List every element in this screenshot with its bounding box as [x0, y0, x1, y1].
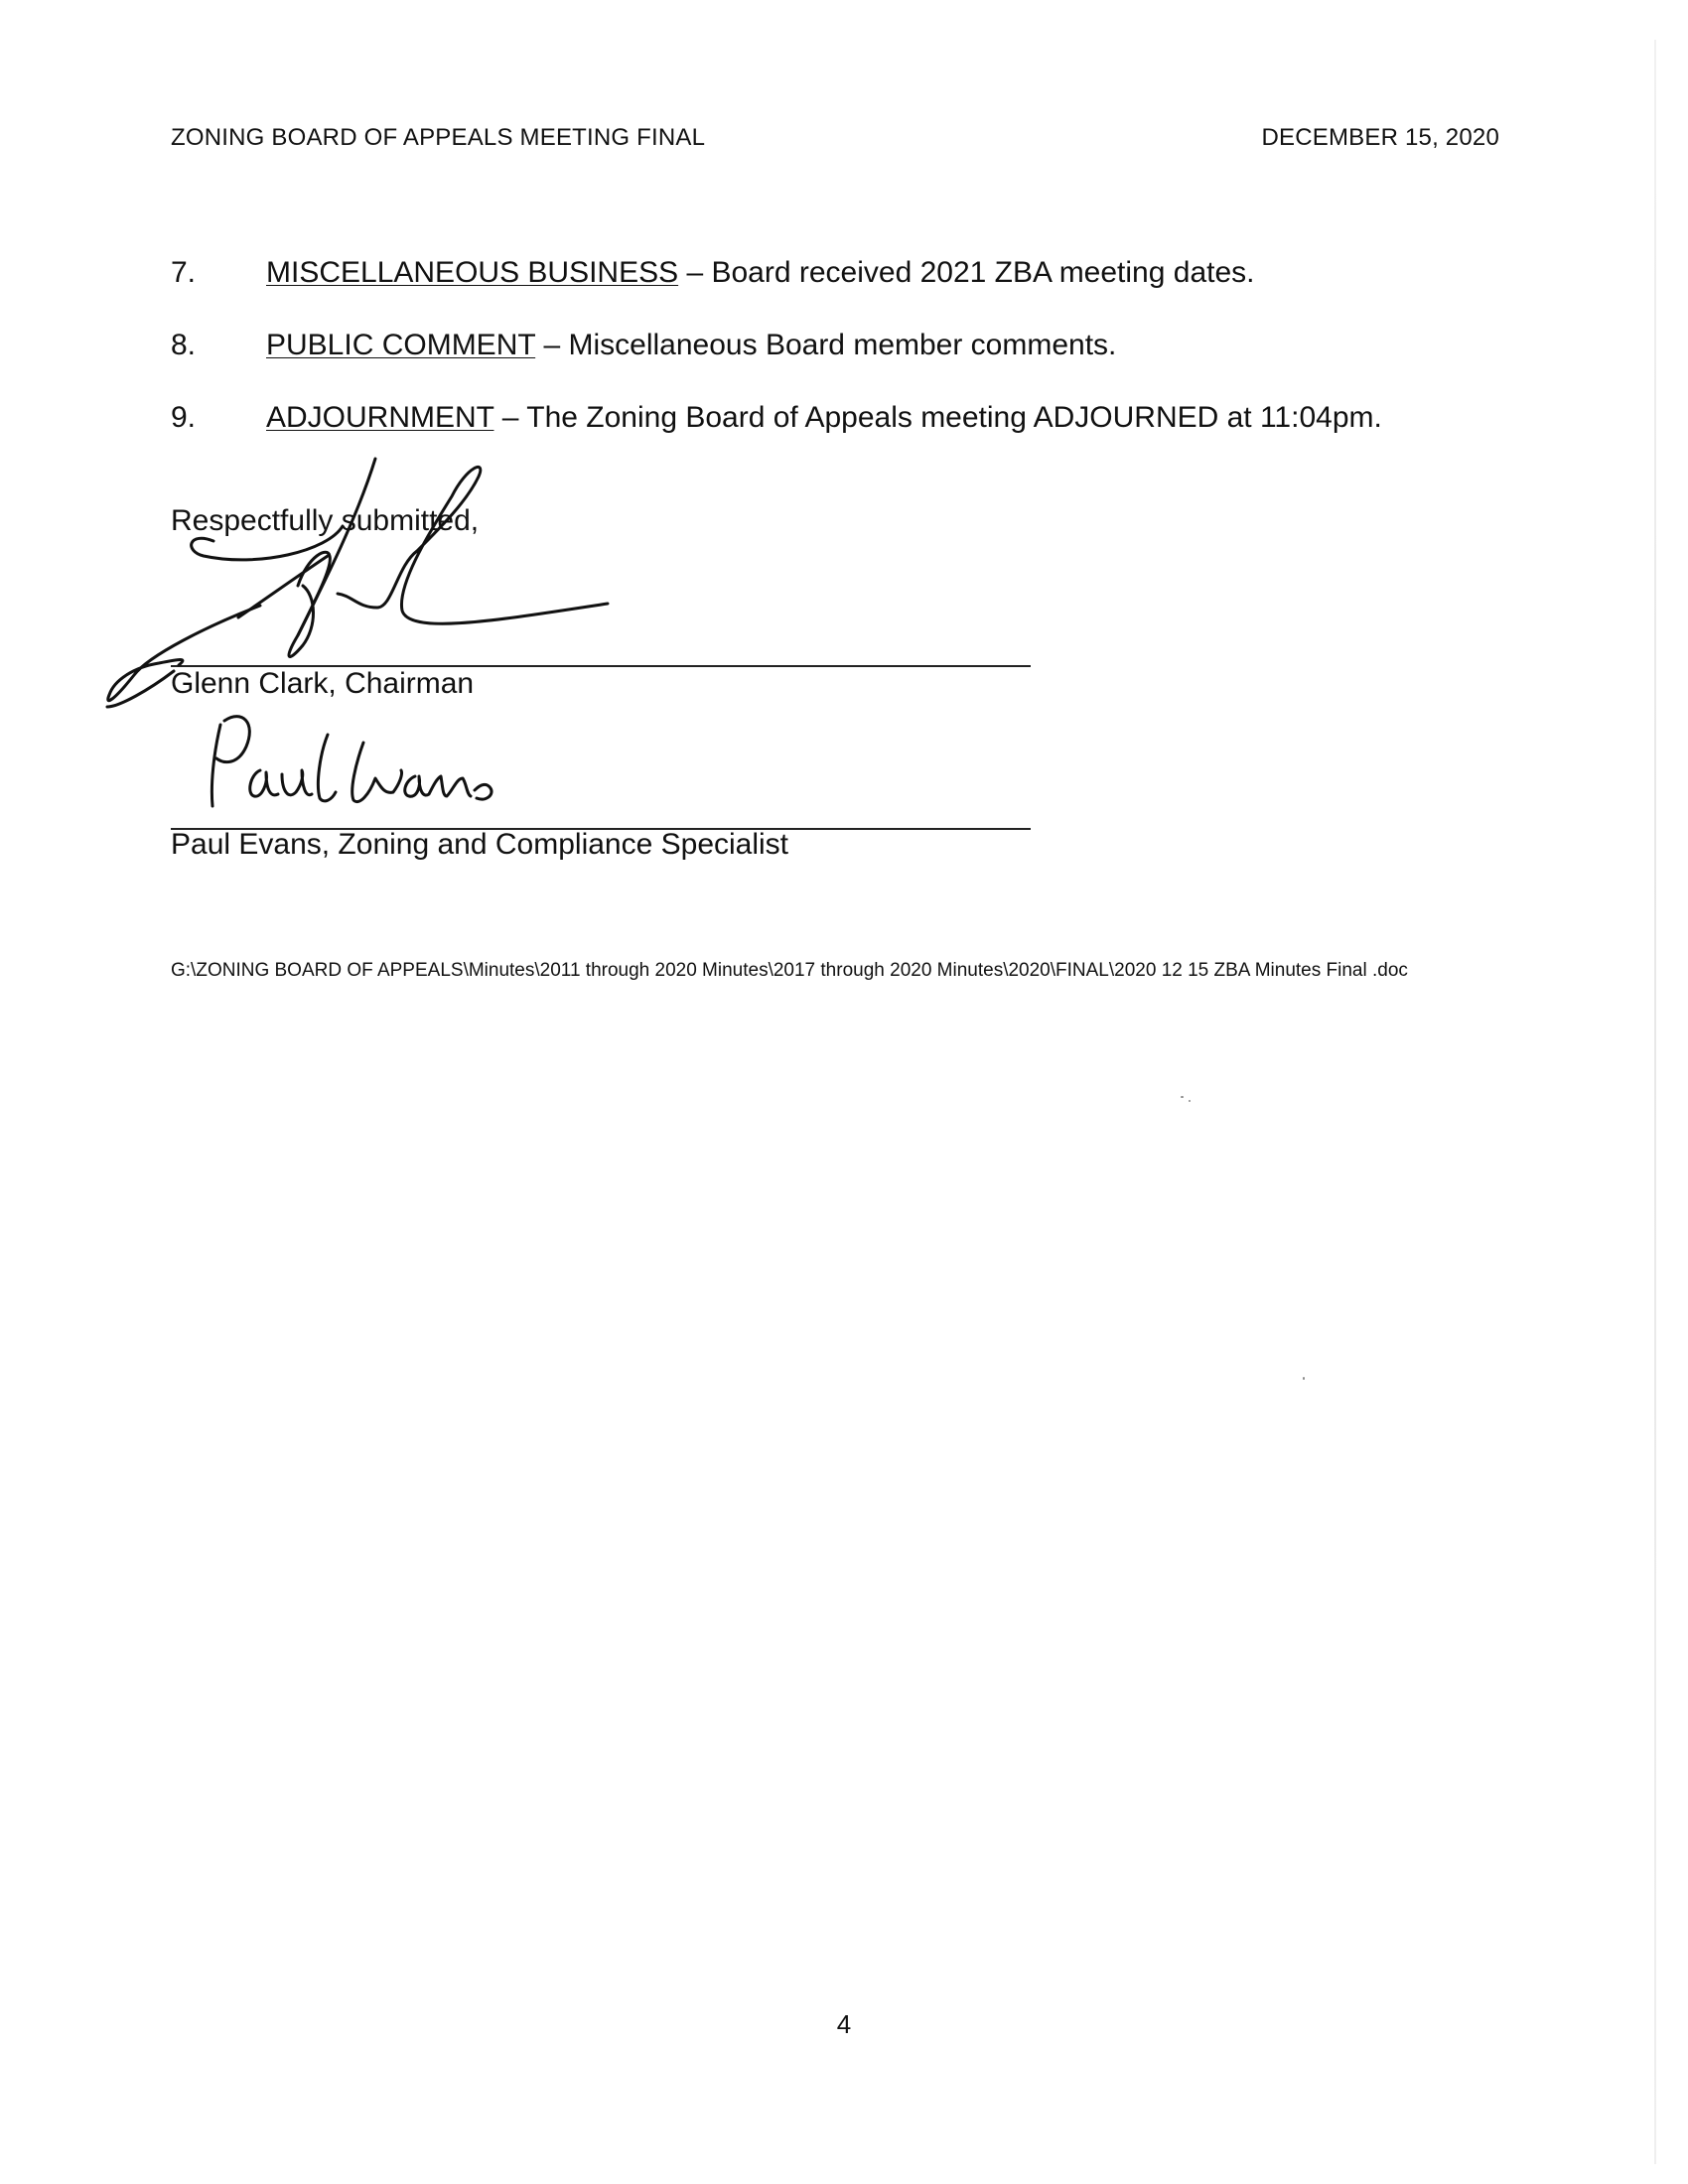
scan-speck: [1181, 1096, 1184, 1098]
signatory-name-specialist: Paul Evans, Zoning and Compliance Specialist: [171, 828, 789, 861]
agenda-item-number: 7.: [171, 256, 197, 289]
closing-salutation: Respectfully submitted,: [171, 504, 480, 537]
signatory-name-chairman: Glenn Clark, Chairman: [171, 667, 475, 700]
agenda-item-public-comment: [171, 329, 1116, 362]
agenda-item-number: 9.: [171, 401, 197, 434]
scan-edge-artifact: [1654, 40, 1656, 2164]
agenda-item-text: – Miscellaneous Board member comments.: [535, 329, 1117, 361]
chairman-signature-stroke: [107, 671, 174, 707]
document-header-date: DECEMBER 15, 2020: [1261, 124, 1499, 151]
scan-speck: [1303, 1377, 1305, 1380]
agenda-item-miscellaneous-business: [171, 256, 1254, 290]
agenda-item-heading: MISCELLANEOUS BUSINESS: [266, 256, 679, 289]
chairman-signature-stroke: [338, 467, 608, 623]
document-header-title: ZONING BOARD OF APPEALS MEETING FINAL: [171, 124, 706, 151]
chairman-signature-stroke: [238, 556, 328, 617]
agenda-item-text: – Board received 2021 ZBA meeting dates.: [678, 256, 1255, 289]
agenda-item-number: 8.: [171, 329, 197, 361]
agenda-item-heading: PUBLIC COMMENT: [266, 329, 536, 361]
agenda-item-adjournment: [171, 401, 1382, 435]
page-number: 4: [836, 2009, 852, 2039]
file-path-footer: G:\ZONING BOARD OF APPEALS\Minutes\2011 through 2020 Minutes\2017 through 2020 Minutes\2020\FINAL\2020 12 15 ZBA Minutes Final .doc: [171, 960, 1408, 981]
scan-speck: [1189, 1100, 1191, 1102]
specialist-signature: [211, 717, 492, 806]
agenda-item-heading: ADJOURNMENT: [266, 401, 494, 434]
chairman-signature-stroke: [289, 459, 375, 656]
chairman-signature-stroke: [298, 552, 330, 635]
agenda-item-text: – The Zoning Board of Appeals meeting ADJOURNED at 11:04pm.: [493, 401, 1382, 434]
